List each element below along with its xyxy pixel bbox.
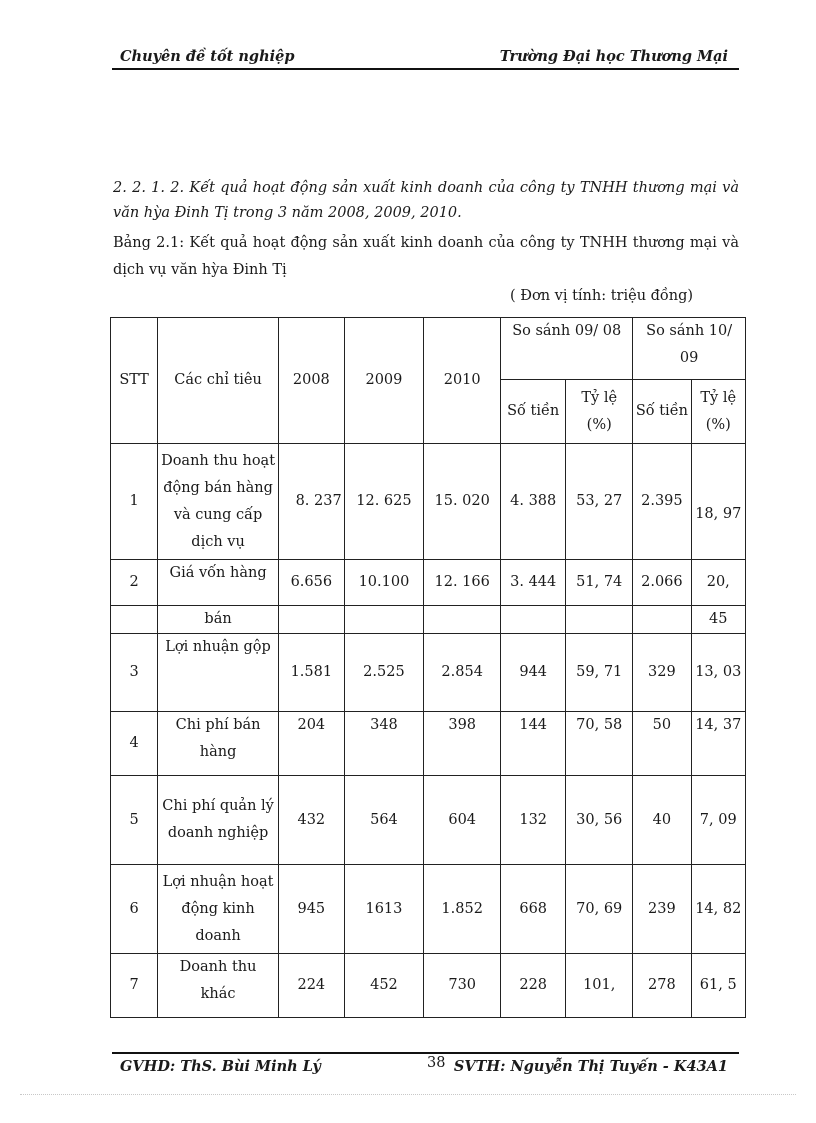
- header-left-title: Chuyên đề tốt nghiệp: [120, 48, 295, 65]
- cell-amount-1: [501, 606, 566, 634]
- header-right-title: Trường Đại học Thương Mại: [499, 48, 728, 65]
- footer-student: SVTH: Nguyễn Thị Tuyến - K43A1: [453, 1058, 728, 1075]
- cell-indicator: Giá vốn hàng: [158, 560, 279, 606]
- footer-rule: [112, 1052, 739, 1054]
- cell-ratio-1: 30, 56: [566, 776, 633, 865]
- unit-note: ( Đơn vị tính: triệu đồng): [510, 288, 694, 304]
- results-table: [110, 317, 746, 1018]
- cell-stt: 5: [111, 776, 158, 865]
- cell-2010: 15. 020: [424, 444, 501, 560]
- cell-ratio-1: 53, 27: [566, 444, 633, 560]
- table-row: [111, 444, 746, 560]
- subheader-ratio: Tỷ lệ (%): [691, 380, 746, 444]
- page-edge-dotted-line: [20, 1094, 796, 1095]
- cell-amount-1: 132: [501, 776, 566, 865]
- cell-stt: 1: [111, 444, 158, 560]
- header-compare-10-09: So sánh 10/ 09: [633, 318, 746, 380]
- header-indicator: Các chỉ tiêu: [158, 318, 279, 444]
- cell-amount-1: 144: [501, 712, 566, 776]
- header-2008: 2008: [278, 318, 344, 444]
- cell-2008: 432: [278, 776, 344, 865]
- cell-2009: 10.100: [344, 560, 423, 606]
- header-2009: 2009: [344, 318, 423, 444]
- cell-stt: 6: [111, 865, 158, 954]
- table-row: [111, 560, 746, 606]
- cell-ratio-1: 70, 69: [566, 865, 633, 954]
- table-caption: Bảng 2.1: Kết quả hoạt động sản xuất kinh doanh của công ty TNHH thương mại và dịch vụ văn hỳa Đinh Tị: [113, 235, 739, 278]
- cell-ratio-2: 45: [691, 606, 746, 634]
- cell-2008: 945: [278, 865, 344, 954]
- cell-2010: 398: [424, 712, 501, 776]
- cell-2010: 730: [424, 954, 501, 1018]
- cell-2009: 348: [344, 712, 423, 776]
- cell-ratio-2: 14, 37: [691, 712, 746, 776]
- cell-ratio-1: 51, 74: [566, 560, 633, 606]
- cell-amount-2: 2.066: [633, 560, 691, 606]
- cell-ratio-1: 70, 58: [566, 712, 633, 776]
- cell-stt: [111, 606, 158, 634]
- cell-2008: 8. 237: [278, 444, 344, 560]
- header-2010: 2010: [424, 318, 501, 444]
- cell-2010: 604: [424, 776, 501, 865]
- table-row: [111, 865, 746, 954]
- cell-stt: 7: [111, 954, 158, 1018]
- cell-ratio-2: 18, 97: [691, 444, 746, 560]
- cell-2008: [278, 606, 344, 634]
- cell-ratio-2: 61, 5: [691, 954, 746, 1018]
- cell-amount-1: 3. 444: [501, 560, 566, 606]
- table-row: [111, 712, 746, 776]
- table-row: [111, 776, 746, 865]
- cell-ratio-1: [566, 606, 633, 634]
- cell-2010: 1.852: [424, 865, 501, 954]
- cell-indicator: Doanh thu hoạt động bán hàng và cung cấp dịch vụ: [158, 444, 279, 560]
- section-heading: 2. 2. 1. 2. Kết quả hoạt động sản xuất kinh doanh của công ty TNHH thương mại và văn hỳa Đinh Tị trong 3 năm 2008, 2009, 2010.: [113, 180, 739, 221]
- subheader-amount: Số tiền: [501, 380, 566, 444]
- cell-ratio-2: 20,: [691, 560, 746, 606]
- cell-2008: 224: [278, 954, 344, 1018]
- cell-2009: 452: [344, 954, 423, 1018]
- cell-amount-2: 239: [633, 865, 691, 954]
- cell-stt: 3: [111, 634, 158, 712]
- cell-ratio-1: 101,: [566, 954, 633, 1018]
- cell-ratio-1: 59, 71: [566, 634, 633, 712]
- cell-amount-1: 668: [501, 865, 566, 954]
- cell-ratio-2: 13, 03: [691, 634, 746, 712]
- table-row: [111, 606, 746, 634]
- cell-2009: 564: [344, 776, 423, 865]
- table-row: [111, 954, 746, 1018]
- table-header-row: [111, 318, 746, 380]
- cell-2009: [344, 606, 423, 634]
- cell-amount-2: 278: [633, 954, 691, 1018]
- cell-amount-1: 4. 388: [501, 444, 566, 560]
- cell-2010: [424, 606, 501, 634]
- cell-amount-2: 40: [633, 776, 691, 865]
- header-stt: STT: [111, 318, 158, 444]
- cell-stt: 2: [111, 560, 158, 606]
- cell-ratio-2: 14, 82: [691, 865, 746, 954]
- cell-amount-2: 2.395: [633, 444, 691, 560]
- subheader-amount: Số tiền: [633, 380, 691, 444]
- cell-2008: 6.656: [278, 560, 344, 606]
- cell-2009: 2.525: [344, 634, 423, 712]
- cell-stt: 4: [111, 712, 158, 776]
- table-row: [111, 634, 746, 712]
- cell-indicator: Chi phí bán hàng: [158, 712, 279, 776]
- cell-ratio-2: 7, 09: [691, 776, 746, 865]
- header-compare-09-08: So sánh 09/ 08: [501, 318, 633, 380]
- cell-2010: 12. 166: [424, 560, 501, 606]
- cell-indicator: Chi phí quản lý doanh nghiệp: [158, 776, 279, 865]
- subheader-ratio: Tỷ lệ (%): [566, 380, 633, 444]
- header-rule: [112, 68, 739, 70]
- cell-indicator: Lợi nhuận gộp: [158, 634, 279, 712]
- cell-2008: 204: [278, 712, 344, 776]
- cell-amount-2: 50: [633, 712, 691, 776]
- cell-2010: 2.854: [424, 634, 501, 712]
- cell-indicator: Lợi nhuận hoạt động kinh doanh: [158, 865, 279, 954]
- cell-2009: 1613: [344, 865, 423, 954]
- footer-advisor: GVHD: ThS. Bùi Minh Lý: [120, 1058, 321, 1075]
- cell-amount-2: [633, 606, 691, 634]
- cell-2008: 1.581: [278, 634, 344, 712]
- cell-amount-2: 329: [633, 634, 691, 712]
- cell-amount-1: 228: [501, 954, 566, 1018]
- cell-2009: 12. 625: [344, 444, 423, 560]
- cell-indicator: Doanh thu khác: [158, 954, 279, 1018]
- cell-indicator: bán: [158, 606, 279, 634]
- page-number: 38: [427, 1055, 446, 1071]
- cell-amount-1: 944: [501, 634, 566, 712]
